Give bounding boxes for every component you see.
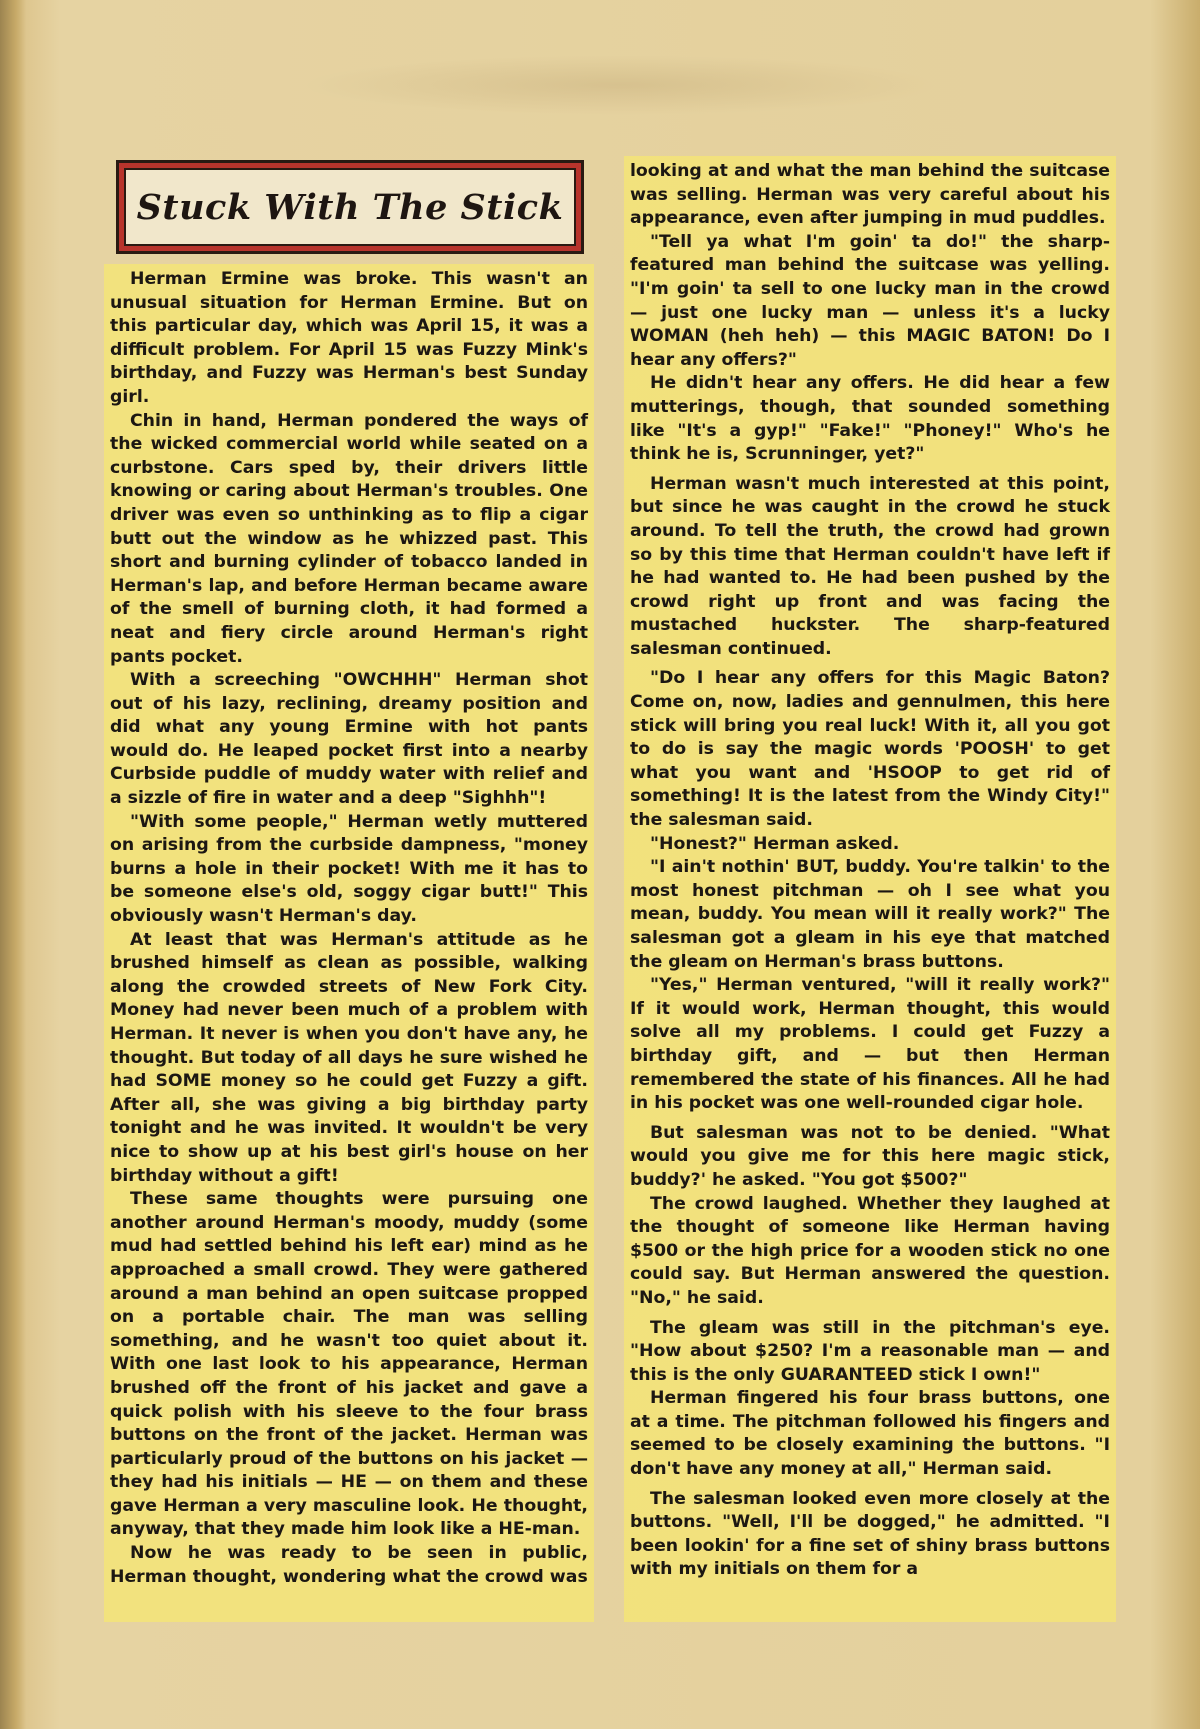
- paragraph: "Tell ya what I'm goin' ta do!" the sharp-featured man behind the suitcase was yelling. "I'm goin' ta sell to one lucky man in the crowd — just one lucky man — unless it's a lucky WOMAN (heh heh) — this MAGIC BATON! Do I hear any offers?": [630, 231, 1110, 370]
- paragraph: The gleam was still in the pitchman's eye. "How about $250? I'm a reasonable man — and this is the only GUARANTEED stick I own!": [630, 1317, 1110, 1385]
- paragraph: He didn't hear any offers. He did hear a few mutterings, though, that sounded something like "It's a gyp!" "Fake!" "Phoney!" Who's he think he is, Scrunninger, yet?": [630, 373, 1110, 465]
- paragraph: Now he was ready to be seen in public, Herman thought, wondering what the crowd was: [110, 1543, 588, 1587]
- faded-header-bleedthrough: [300, 55, 940, 115]
- paragraph: "With some people," Herman wetly muttered on arising from the curbside dampness, "money burns a hole in their pocket! With me it has to be someone else's old, soggy cigar butt!" This obviously wasn't Herman's day.: [110, 811, 588, 927]
- paragraph: "Honest?" Herman asked.: [650, 833, 900, 854]
- paragraph: At least that was Herman's attitude as he brushed himself as clean as possible, walking along the crowded streets of New Fork City. Money had never been much of a problem with Herman. It never is when you don't have any, he thought. But today of all days he sure wished he had SOME money so he could get Fuzzy a gift. After all, she was giving a big birthday party tonight and he was invited. It wouldn't be very nice to show up at his best girl's house on her birthday without a gift!: [110, 929, 588, 1186]
- paragraph: looking at and what the man behind the suitcase was selling. Herman was very careful about his appearance, even after jumping in mud puddles.: [630, 161, 1110, 229]
- paragraph: "Do I hear any offers for this Magic Baton? Come on, now, ladies and gennulmen, this here stick will bring you real luck! With it, all you got to do is say the magic words 'POOSH' to get what you want and 'HSOOP to get rid of something! It is the latest from the Windy City!" the salesman said.: [630, 668, 1110, 831]
- page-spine: [0, 0, 26, 1729]
- paragraph: Herman wasn't much interested at this point, but since he was caught in the crowd he stuck around. To tell the truth, the crowd had grown so by this time that Herman couldn't have left if he had wanted to. He had been pushed by the crowd right up front and was facing the mustached huckster. The sharp-featured salesman continued.: [630, 473, 1110, 659]
- paragraph: "Yes," Herman ventured, "will it really work?" If it would work, Herman thought, this would solve all my problems. I could get Fuzzy a birthday gift, and — but then Herman remembered the state of his finances. All he had in his pocket was one well-rounded cigar hole.: [630, 975, 1110, 1114]
- paragraph: With a screeching "OWCHHH" Herman shot out of his lazy, reclining, dreamy position and did what any young Ermine with hot pants would do. He leaped pocket first into a nearby Curbside puddle of muddy water with relief and a sizzle of fire in water and a deep "Sighhh"!: [110, 670, 588, 809]
- right-text-column: [624, 156, 1116, 1622]
- paragraph: These same thoughts were pursuing one another around Herman's moody, muddy (some mud had settled behind his left ear) mind as he approached a small crowd. They were gathered around a man behind an open suitcase propped on a portable chair. The man was selling something, and he wasn't too quiet about it. With one last look to his appearance, Herman brushed off the front of his jacket and gave a quick polish with his sleeve to the four brass buttons on the front of the jacket. Herman was particularly proud of the buttons on his jacket — they had his initials — HE — on them and these gave Herman a very masculine look. He thought, anyway, that they made him look like a HE-man.: [110, 1189, 588, 1540]
- paragraph: "I ain't nothin' BUT, buddy. You're talkin' to the most honest pitchman — oh I see what you mean, buddy. You mean will it really work?" The salesman got a gleam in his eye that matched the gleam on Herman's brass buttons.: [630, 857, 1110, 972]
- paragraph: But salesman was not to be denied. "What would you give me for this here magic stick, buddy?' he asked. "You got $500?": [630, 1122, 1110, 1190]
- paragraph: The salesman looked even more closely at the buttons. "Well, I'll be dogged," he admitted. "I been lookin' for a fine set of shiny brass buttons with my initials on them for a: [630, 1488, 1110, 1580]
- title-box: [116, 160, 584, 254]
- paragraph: The crowd laughed. Whether they laughed at the thought of someone like Herman having $500 or the high price for a wooden stick no one could say. But Herman answered the question. "No," he said.: [630, 1193, 1110, 1308]
- paragraph: Herman fingered his four brass buttons, one at a time. The pitchman followed his fingers and seemed to be closely examining the buttons. "I don't have any money at all," Herman said.: [630, 1388, 1110, 1480]
- paragraph: Herman Ermine was broke. This wasn't an unusual situation for Herman Ermine. But on this particular day, which was April 15, it was a difficult problem. For April 15 was Fuzzy Mink's birthday, and Fuzzy was Herman's best Sunday girl.: [110, 269, 588, 407]
- left-text-column: [104, 264, 594, 1622]
- story-title: Stuck With The Stick: [136, 186, 564, 228]
- paragraph: Chin in hand, Herman pondered the ways of the wicked commercial world while seated on a curbstone. Cars sped by, their drivers little knowing or caring about Herman's troubles. One driver was even so unthinking as to flip a cigar butt out the window as he whizzed past. This short and burning cylinder of tobacco landed in Herman's lap, and before Herman became aware of the smell of burning cloth, it had formed a neat and fiery circle around Herman's right pants pocket.: [110, 410, 588, 667]
